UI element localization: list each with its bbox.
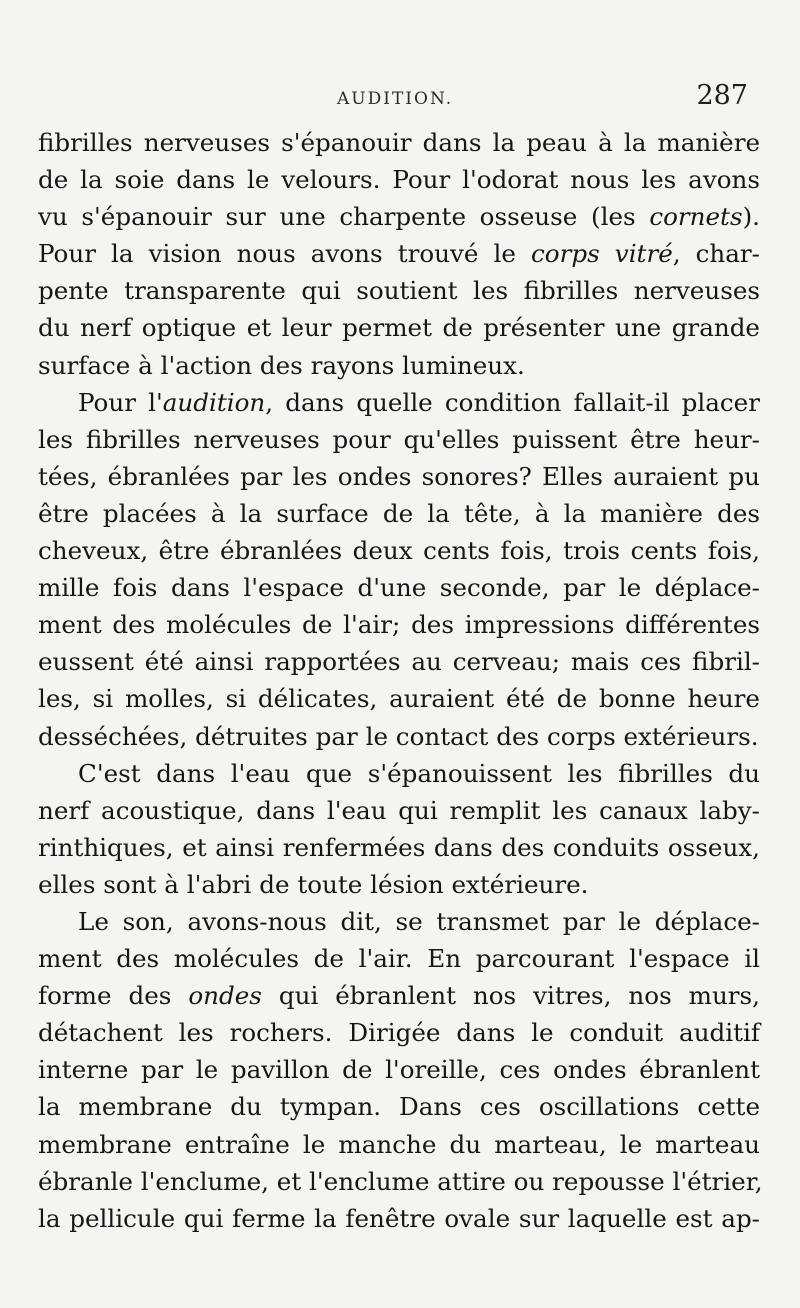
text-line: les, si molles, si délicates, auraient été de bonne heure	[38, 684, 760, 714]
text-run: qui ébranlent nos vitres, nos murs,	[261, 981, 760, 1011]
text-line: eussent été ainsi rapportées au cerveau; mais ces fibril-	[38, 647, 760, 677]
text-run: ).	[742, 202, 760, 232]
page-number: 287	[696, 80, 748, 111]
text-line: du nerf optique et leur permet de présenter une grande	[38, 313, 760, 343]
text-line: interne par le pavillon de l'oreille, ces ondes ébranlent	[38, 1055, 760, 1085]
text-line	[38, 235, 760, 272]
text-run: forme des	[38, 981, 189, 1011]
text-line: Le son, avons-nous dit, se transmet par le déplace-	[78, 906, 760, 936]
text-run: vu s'épanouir sur une charpente osseuse (les	[38, 202, 650, 232]
text-line: rinthiques, et ainsi renfermées dans des conduits osseux,	[38, 832, 760, 862]
paragraph	[38, 903, 763, 1237]
text-line: elles sont à l'abri de toute lésion extérieure.	[38, 869, 589, 899]
page-body	[38, 124, 763, 1237]
paragraph	[38, 384, 760, 755]
text-run: Pour l'	[78, 387, 163, 417]
text-line: ment des molécules de l'air. En parcourant l'espace il	[38, 944, 760, 974]
text-line: ébranle l'enclume, et l'enclume attire ou repousse l'étrier,	[38, 1166, 763, 1196]
text-run: Pour la vision nous avons trouvé le	[38, 239, 532, 269]
text-line: détachent les rochers. Dirigée dans le conduit auditif	[38, 1018, 760, 1048]
italic-term: cornets	[649, 202, 743, 232]
text-line: de la soie dans le velours. Pour l'odorat nous les avons	[38, 165, 760, 195]
text-line: surface à l'action des rayons lumineux.	[38, 350, 525, 380]
italic-term: audition	[162, 387, 266, 417]
text-line	[38, 384, 760, 421]
italic-term: ondes	[188, 981, 262, 1011]
text-line: ment des molécules de l'air; des impressions différentes	[38, 610, 760, 640]
text-line: la pellicule qui ferme la fenêtre ovale sur laquelle est ap-	[38, 1203, 760, 1233]
text-line: être placées à la surface de la tête, à la manière des	[38, 498, 760, 528]
text-line: nerf acoustique, dans l'eau qui remplit les canaux laby-	[38, 795, 760, 825]
text-run: , char-	[672, 239, 760, 269]
text-line: tées, ébranlées par les ondes sonores? Elles auraient pu	[38, 461, 760, 491]
text-line: desséchées, détruites par le contact des corps extérieurs.	[38, 721, 759, 751]
paragraph	[38, 124, 760, 384]
italic-term: corps vitré	[531, 239, 673, 269]
text-line	[38, 198, 760, 235]
text-line: pente transparente qui soutient les fibrilles nerveuses	[38, 276, 760, 306]
text-line: mille fois dans l'espace d'une seconde, par le déplace-	[38, 573, 760, 603]
text-line: C'est dans l'eau que s'épanouissent les fibrilles du	[78, 758, 760, 788]
text-line: cheveux, être ébranlées deux cents fois, trois cents fois,	[38, 536, 760, 566]
text-run: , dans quelle condition fallait-il placer	[265, 387, 760, 417]
text-line: les fibrilles nerveuses pour qu'elles puissent être heur-	[38, 424, 760, 454]
paragraph	[38, 755, 760, 903]
text-line: membrane entraîne le manche du marteau, le marteau	[38, 1129, 760, 1159]
text-line: la membrane du tympan. Dans ces oscillations cette	[38, 1092, 760, 1122]
running-title: AUDITION.	[337, 89, 454, 109]
text-line	[38, 977, 760, 1014]
text-line: fibrilles nerveuses s'épanouir dans la peau à la manière	[38, 128, 760, 157]
